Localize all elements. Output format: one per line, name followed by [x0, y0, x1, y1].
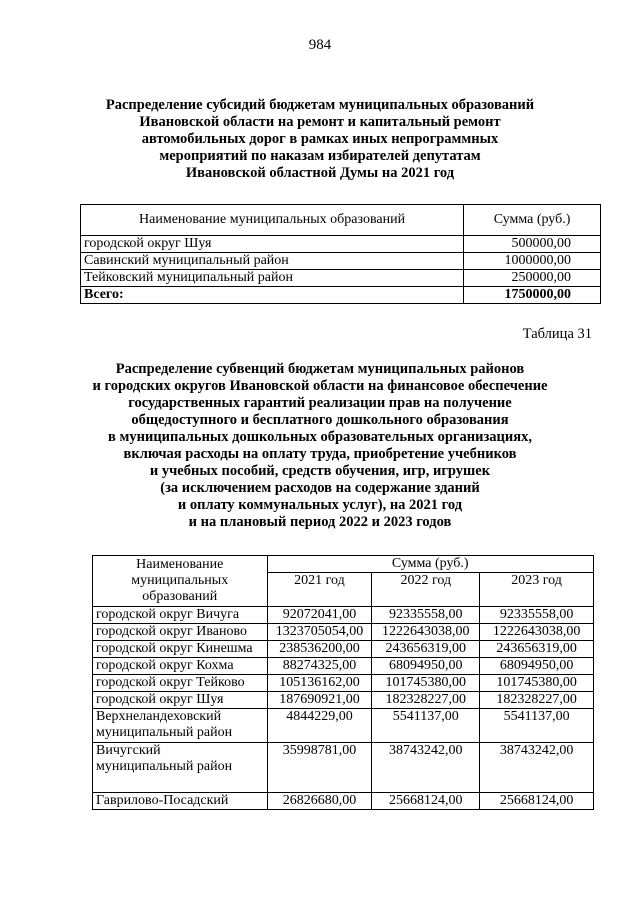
- name-line: Вичугский: [96, 743, 161, 758]
- year-header: 2022 год: [372, 573, 480, 607]
- municipality-name: городской округ Иваново: [93, 624, 268, 641]
- value-2021: 92072041,00: [267, 607, 372, 624]
- title-line: и городских округов Ивановской области на финансовое обеспечение: [92, 378, 548, 394]
- municipality-name: [93, 709, 268, 743]
- value-2023: 1222643038,00: [480, 624, 594, 641]
- title-line: и на плановый период 2022 и 2023 годов: [188, 514, 452, 530]
- title-line: Ивановской областной Думы на 2021 год: [185, 165, 455, 181]
- table-row: [93, 743, 594, 793]
- year-header: 2023 год: [480, 573, 594, 607]
- column-header-sum: Сумма (руб.): [267, 556, 594, 573]
- header-line: муниципальных: [131, 573, 229, 588]
- title-line: Ивановской области на ремонт и капитальный ремонт: [139, 114, 501, 130]
- table-31-title: [0, 361, 640, 531]
- title-line: общедоступного и бесплатного дошкольного образования: [131, 412, 509, 428]
- value-2023: 243656319,00: [480, 641, 594, 658]
- value-2022: 68094950,00: [372, 658, 480, 675]
- value-2023: 101745380,00: [480, 675, 594, 692]
- title-line: и оплату коммунальных услуг), на 2021 год: [177, 497, 463, 513]
- table-header-row: [93, 556, 594, 573]
- value-2023: 92335558,00: [480, 607, 594, 624]
- header-line: Наименование: [136, 557, 224, 572]
- municipality-name: Тейковский муниципальный район: [81, 270, 464, 287]
- header-line: образований: [142, 589, 218, 604]
- name-line: Верхнеландеховский: [96, 709, 222, 724]
- total-value: 1750000,00: [464, 287, 601, 304]
- title-line: Распределение субвенций бюджетам муниципальных районов: [115, 361, 525, 377]
- title-line: в муниципальных дошкольных образовательных организациях,: [108, 429, 532, 445]
- table-row: [93, 641, 594, 658]
- municipality-name: городской округ Тейково: [93, 675, 268, 692]
- value-2022: 5541137,00: [372, 709, 480, 743]
- value-2021: 88274325,00: [267, 658, 372, 675]
- table-30-title: [0, 97, 640, 182]
- subsidies-table: [80, 204, 601, 304]
- municipality-name: городской округ Шуя: [81, 236, 464, 253]
- table-row: [81, 253, 601, 270]
- value-2021: 35998781,00: [267, 743, 372, 793]
- municipality-name: [93, 743, 268, 793]
- title-line: и учебных пособий, средств обучения, игр, игрушек: [149, 463, 491, 479]
- municipality-name: городской округ Вичуга: [93, 607, 268, 624]
- column-header-name: Наименование муниципальных образований: [81, 205, 464, 236]
- title-line: Распределение субсидий бюджетам муниципальных образований: [105, 97, 535, 113]
- title-line: включая расходы на оплату труда, приобретение учебников: [123, 446, 517, 462]
- value-2022: 243656319,00: [372, 641, 480, 658]
- value-2021: 1323705054,00: [267, 624, 372, 641]
- value-2023: 5541137,00: [480, 709, 594, 743]
- value-2021: 238536200,00: [267, 641, 372, 658]
- table-row: [93, 692, 594, 709]
- value-2022: 25668124,00: [372, 793, 480, 810]
- value-2021: 4844229,00: [267, 709, 372, 743]
- name-line: муниципальный район: [96, 725, 233, 740]
- title-line: мероприятий по наказам избирателей депутатам: [159, 148, 481, 164]
- value-2022: 1222643038,00: [372, 624, 480, 641]
- value-2022: 38743242,00: [372, 743, 480, 793]
- table-row: [81, 236, 601, 253]
- table-row: [93, 793, 594, 810]
- title-line: автомобильных дорог в рамках иных непрограммных: [141, 131, 499, 147]
- value-2023: 38743242,00: [480, 743, 594, 793]
- total-row: [81, 287, 601, 304]
- municipality-name: городской округ Кинешма: [93, 641, 268, 658]
- value-2023: 182328227,00: [480, 692, 594, 709]
- column-header-sum: Сумма (руб.): [464, 205, 601, 236]
- municipality-name: Савинский муниципальный район: [81, 253, 464, 270]
- year-header: 2021 год: [267, 573, 372, 607]
- subventions-table: [92, 555, 594, 810]
- municipality-name: городской округ Шуя: [93, 692, 268, 709]
- table-row: [93, 658, 594, 675]
- value-2022: 92335558,00: [372, 607, 480, 624]
- value-2021: 105136162,00: [267, 675, 372, 692]
- page-number: 984: [308, 37, 332, 53]
- municipality-name: городской округ Кохма: [93, 658, 268, 675]
- title-line: (за исключением расходов на содержание зданий: [160, 480, 480, 496]
- table-row: [93, 607, 594, 624]
- value-2021: 187690921,00: [267, 692, 372, 709]
- value-2022: 182328227,00: [372, 692, 480, 709]
- value-2023: 68094950,00: [480, 658, 594, 675]
- table-row: [93, 709, 594, 743]
- municipality-name: Гаврилово-Посадский: [93, 793, 268, 810]
- table-header-row: [81, 205, 601, 236]
- value-2021: 26826680,00: [267, 793, 372, 810]
- sum-value: 500000,00: [464, 236, 601, 253]
- value-2022: 101745380,00: [372, 675, 480, 692]
- sum-value: 250000,00: [464, 270, 601, 287]
- table-row: [81, 270, 601, 287]
- table-row: [93, 675, 594, 692]
- table-label: Таблица 31: [522, 326, 592, 342]
- table-row: [93, 624, 594, 641]
- value-2023: 25668124,00: [480, 793, 594, 810]
- title-line: государственных гарантий реализации прав на получение: [128, 395, 512, 411]
- total-label: Всего:: [81, 287, 464, 304]
- column-header-name: [93, 556, 268, 607]
- sum-value: 1000000,00: [464, 253, 601, 270]
- name-line: муниципальный район: [96, 759, 233, 774]
